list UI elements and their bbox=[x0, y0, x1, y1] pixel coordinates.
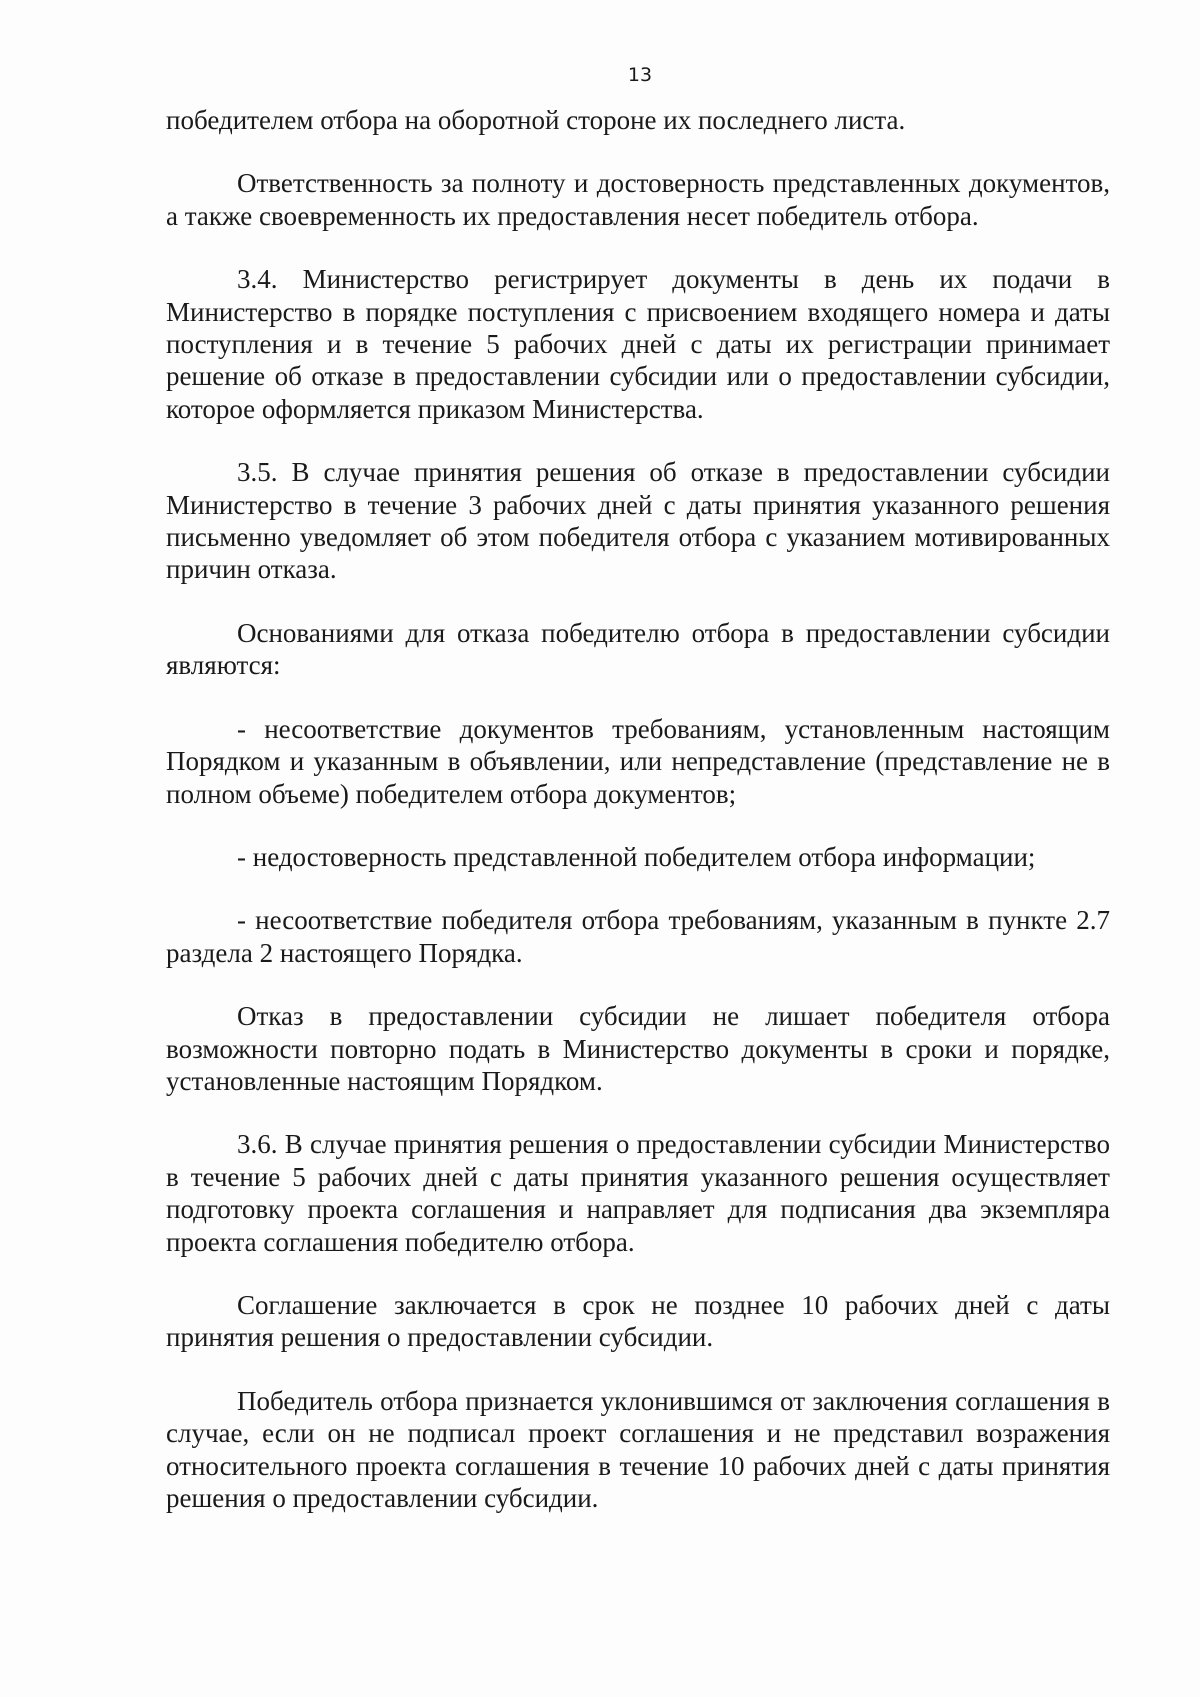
list-item-requirements-mismatch: - несоответствие победителя отбора требованиям, указанным в пункте 2.7 раздела 2 настоящего Порядка. bbox=[166, 905, 1110, 968]
page-number: 13 bbox=[627, 64, 653, 86]
document-body bbox=[166, 104, 1110, 1514]
paragraph-refusal-not-deprive: Отказ в предоставлении субсидии не лишает победителя отбора возможности повторно подать в Министерство документы в сроки и порядке, установленные настоящим Порядком. bbox=[166, 1001, 1110, 1096]
list-item-false-information: - недостоверность представленной победителем отбора информации; bbox=[237, 841, 1036, 872]
paragraph-3-4: 3.4. Министерство регистрирует документы в день их подачи в Министерство в порядке поступления с присвоением входящего номера и даты поступления и в течение 5 рабочих дней с даты их регистрации принимает решение об отказе в предоставлении субсидии или о предоставлении субсидии, которое оформляется приказом Министерства. bbox=[166, 264, 1110, 424]
paragraph-evasion: Победитель отбора признается уклонившимся от заключения соглашения в случае, если он не подписал проект соглашения и не представил возражения относительного проекта соглашения в течение 10 рабочих дней с даты принятия решения о предоставлении субсидии. bbox=[166, 1385, 1110, 1513]
paragraph-3-6: 3.6. В случае принятия решения о предоставлении субсидии Министерство в течение 5 рабочих дней с даты принятия указанного решения осуществляет подготовку проекта соглашения и направляет для подписания два экземпляра проекта соглашения победителю отбора. bbox=[166, 1129, 1110, 1257]
paragraph-3-5: 3.5. В случае принятия решения об отказе в предоставлении субсидии Министерство в течение 3 рабочих дней с даты принятия указанного решения письменно уведомляет об этом победителя отбора с указанием мотивированных причин отказа. bbox=[166, 457, 1110, 585]
list-item-documents-mismatch: - несоответствие документов требованиям, установленным настоящим Порядком и указанным в объявлении, или непредставление (представление не в полном объеме) победителем отбора документов; bbox=[166, 713, 1110, 809]
paragraph-refusal-grounds: Основаниями для отказа победителю отбора в предоставлении субсидии являются: bbox=[166, 617, 1110, 681]
paragraph-continuation: победителем отбора на оборотной стороне их последнего листа. bbox=[166, 105, 906, 135]
paragraph-responsibility: Ответственность за полноту и достоверность представленных документов, а также своевременность их предоставления несет победитель отбора. bbox=[166, 168, 1110, 231]
paragraph-agreement-term: Соглашение заключается в срок не позднее 10 рабочих дней с даты принятия решения о предоставлении субсидии. bbox=[166, 1289, 1110, 1353]
